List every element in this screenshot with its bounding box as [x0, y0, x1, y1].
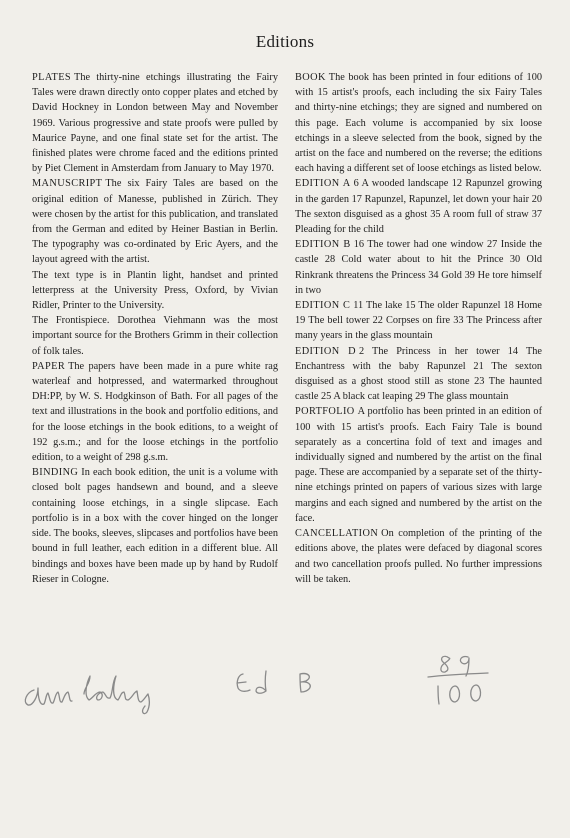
section-head: CANCELLATION [295, 528, 379, 540]
section-text: The papers have been made in a pure white rag waterleaf and hotpressed, and watermarked throughout DH:PP, by W. S. Hodgkinson of Bath. For all pages of the text and illustrations in the book and portfolio editions, and for the loose etchings in the book editions, to a weight of 192 g.s.m.; and for the loose etchings in the portfolio edition, to a weight of 298 g.s.m. [32, 360, 278, 464]
signature-number-stroke [460, 657, 469, 676]
section-text: The book has been printed in four editions of 100 with 15 artist's proofs, each including the six Fairy Tales and thirty-nine etchings; they are signed and numbered on this page. Each volume is accompanied by six loose etchings in a sleeve selected from the book, signed by the artist on the face and numbered on the reverse; the editions each having a different set of loose etchings as listed below. [295, 72, 542, 175]
section-text: On completion of the printing of the editions above, the plates were defaced by diagonal scores and two cancellation proofs pulled. No further impressions will be taken. [295, 528, 542, 585]
section-text: The thirty-nine etchings illustrating the Fairy Tales were drawn directly onto copper plates and etched by David Hockney in London between May and November 1969. Various progressive and state proofs were pulled by Maurice Payne, and one final state set for the artist. The finished plates were chrome faced and the editions printed by Piet Clement in Amsterdam from January to May 1970. [32, 72, 278, 175]
signature-edition-stroke [237, 674, 250, 691]
section-text: 6 A wooded landscape 12 Rapunzel growing in the garden 17 Rapunzel, Rapunzel, let down your hair 20 The sexton disguised as a ghost 35 A room full of straw 37 Pleading for the child [295, 178, 542, 236]
handwritten-signature [0, 630, 570, 730]
section-text: 2 The Princess in her tower 14 The Enchantress with the baby Rapunzel 21 The sexton disguised as a ghost stood still as stone 23 The haunted castle 25 A black cat leaping 29 The glass mountain [295, 345, 543, 403]
paragraph-edition-c [295, 298, 542, 344]
paragraph-portfolio [295, 404, 542, 526]
section-text: A portfolio has been printed in an edition of 100 with 15 artist's proofs. Each Fairy Tale is bound separately as a concertina fold of text and images and individually signed and numbered by the artist on the final page. These are accompanied by a separate set of the thirty-nine etchings printed on papers of various sizes with large margins and each signed and numbered by the artist on the face. [295, 406, 542, 524]
paragraph-edition-d [295, 344, 542, 405]
paragraph-edition-a [295, 176, 542, 237]
section-text: 16 The tower had one window 27 Inside the castle 28 Cold water about to hit the Prince 30 Old Rinkrank threatens the Princess 34 Gold 39 He tore himself in two [295, 239, 542, 296]
signature-edition-stroke [256, 671, 266, 693]
section-head: PORTFOLIO [295, 406, 355, 418]
left-column [32, 70, 278, 587]
section-head: PLATES [32, 72, 72, 83]
paragraph-binding [32, 465, 278, 587]
paragraph-book [295, 70, 542, 176]
right-column [295, 70, 542, 587]
signature-total-stroke [438, 686, 439, 704]
signature-fraction-bar [428, 673, 488, 677]
section-head: EDITION B [295, 239, 351, 251]
signature-total-stroke [450, 686, 460, 702]
paragraph-frontispiece [32, 313, 278, 359]
section-text: The text type is in Plantin light, handset and printed letterpress at the University Press, Oxford, by Vivian Ridler, Printer to the University. [32, 269, 278, 312]
signature-artist-stroke [25, 688, 72, 705]
signature-edition-stroke [300, 674, 310, 692]
paragraph-plates [32, 70, 278, 176]
paragraph-text-type [32, 268, 278, 314]
paragraph-edition-b [295, 237, 542, 298]
section-head: EDITION D [295, 345, 356, 357]
signature-artist-stroke [84, 676, 149, 714]
paragraph-manuscript [32, 176, 278, 267]
section-head: EDITION A [295, 178, 351, 190]
section-text: The Frontispiece. Dorothea Viehmann was the most important source for the Brothers Grimm in their collection of folk tales. [32, 315, 278, 357]
section-text: The six Fairy Tales are based on the original edition of Manesse, published in Zürich. They were chosen by the artist for this publication, and translated from the German and edited by Heiner Bastian in Berlin. The typography was co-ordinated by Eric Ayers, and the layout agreed with the artist. [32, 178, 278, 266]
signature-total-stroke [471, 685, 481, 701]
paragraph-cancellation [295, 526, 542, 587]
section-head: PAPER [32, 360, 66, 372]
section-head: BOOK [295, 72, 326, 83]
paragraph-paper [32, 359, 278, 465]
pencil-signature-area [0, 630, 570, 730]
page-title: Editions [255, 32, 315, 51]
section-head: MANUSCRIPT [32, 178, 103, 190]
signature-number-stroke [441, 656, 450, 672]
section-head: BINDING [32, 467, 79, 479]
section-text: 11 The lake 15 The older Rapunzel 18 Home 19 The bell tower 22 Corpses on fire 33 The Princess after many years in the glass mountain [295, 300, 542, 342]
section-text: In each book edition, the unit is a volume with closed bolt pages handsewn and bound, and a sleeve containing loose etchings, in a single slipcase. Each portfolio is in a box with the cover hinged on the longer side. The books, sleeves, slipcases and portfolios have been bound in full leather, each edition in a different blue. All bindings and boxes have been made up by hand by Rudolf Rieser in Cologne. [32, 467, 278, 585]
section-head: EDITION C [295, 300, 351, 312]
